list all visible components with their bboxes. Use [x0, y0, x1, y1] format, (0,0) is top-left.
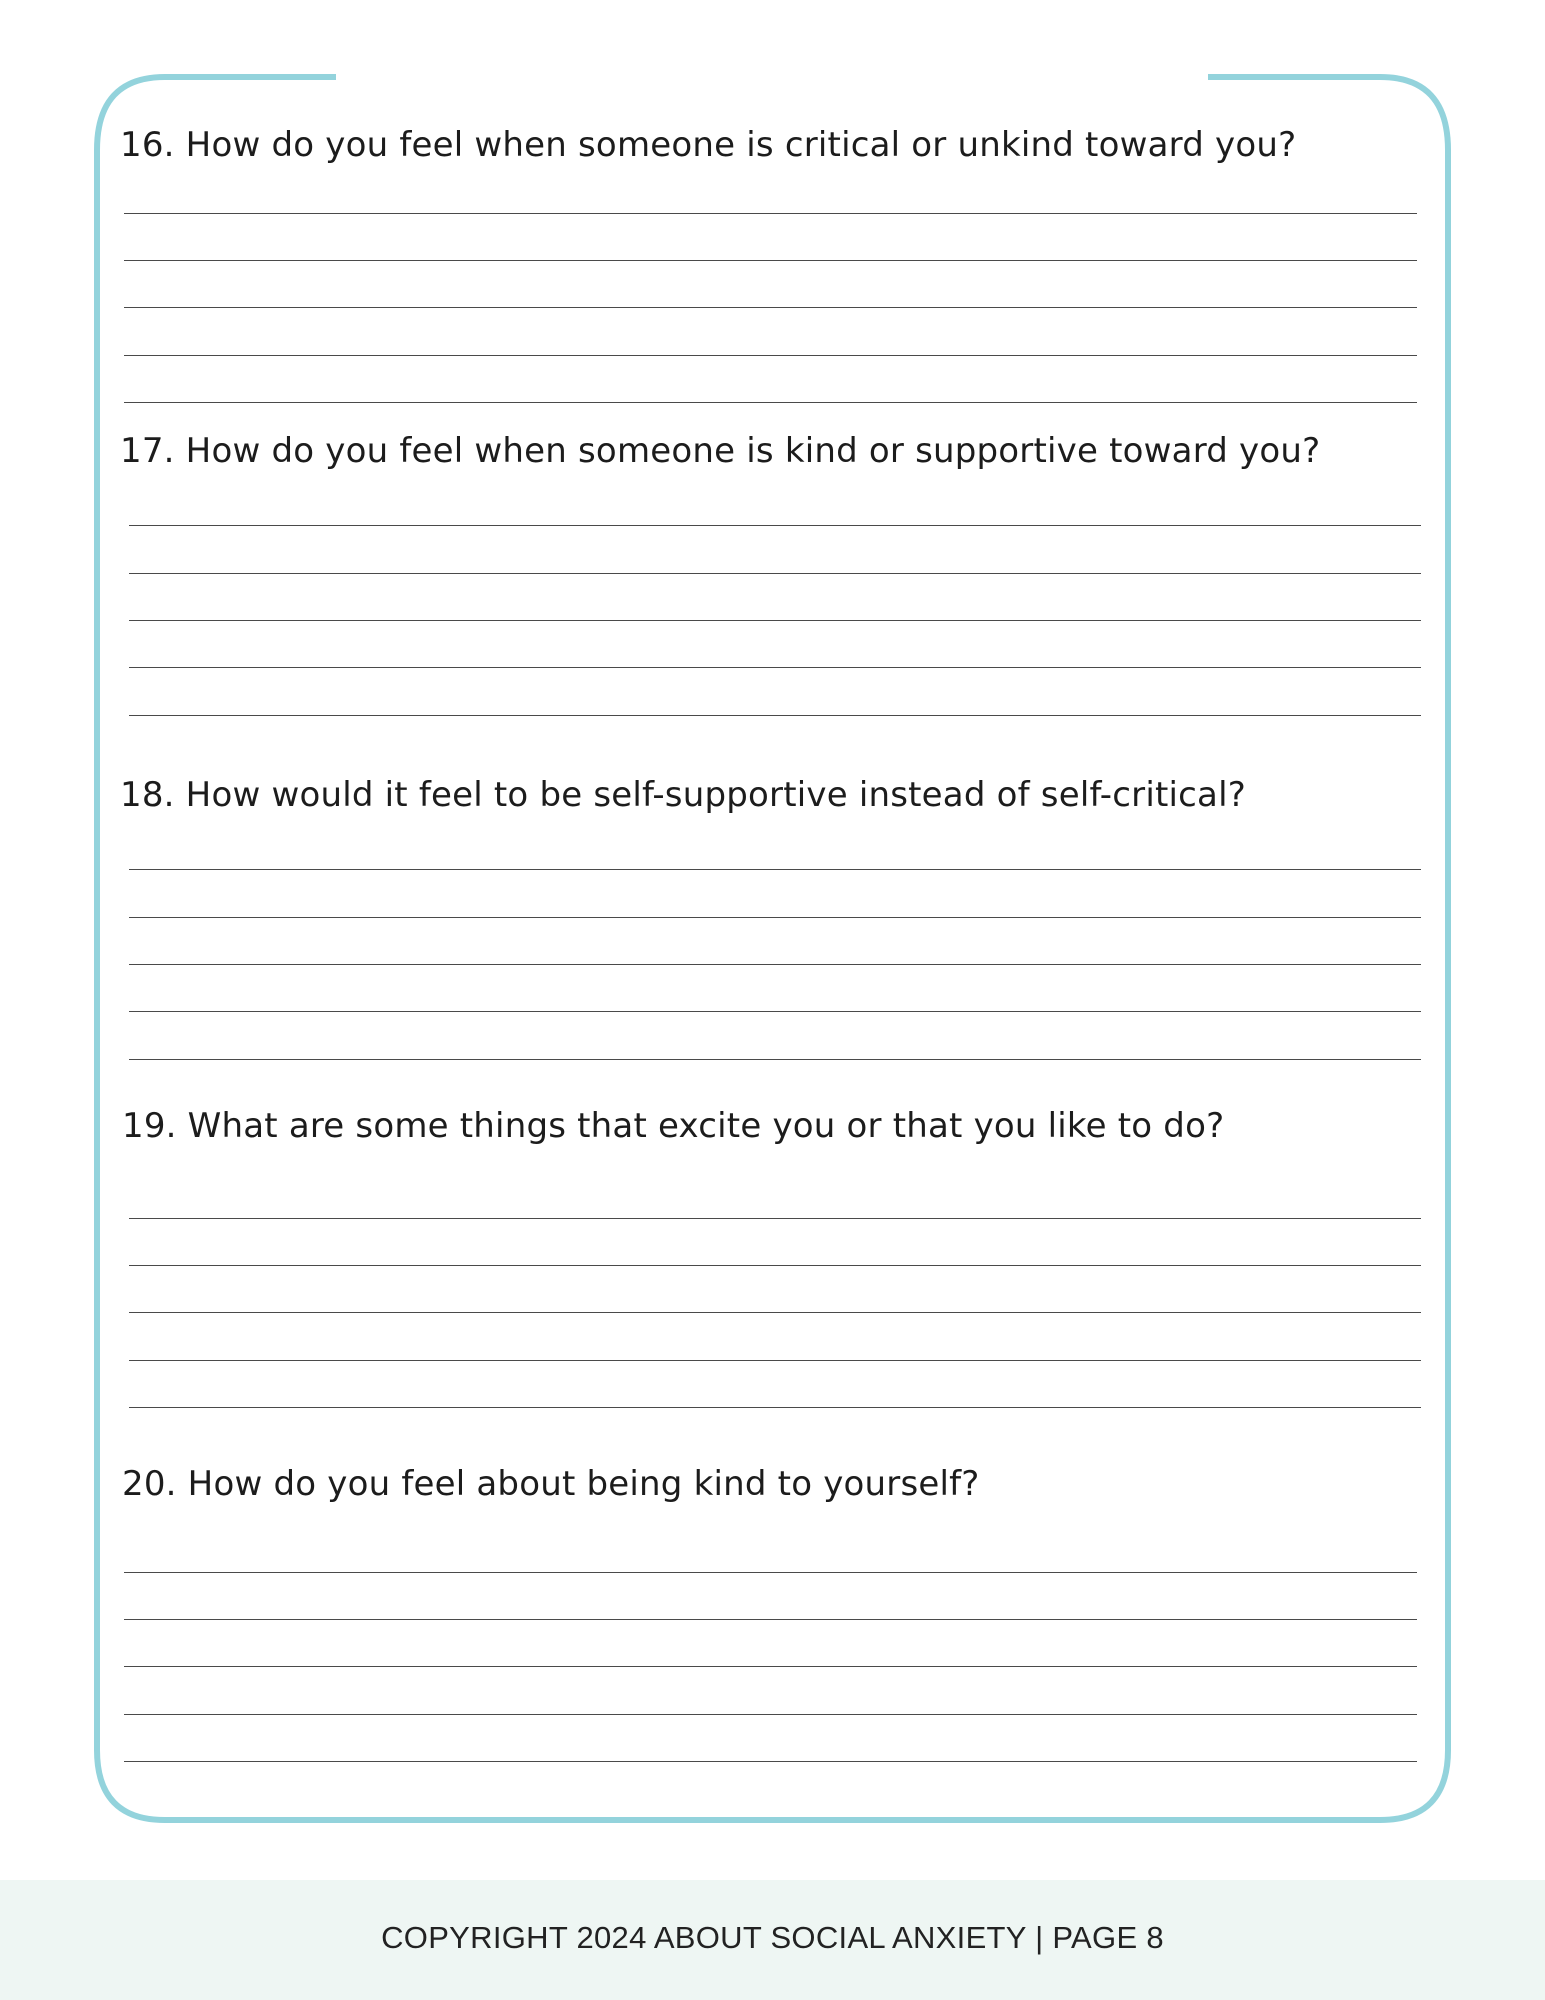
- answer-line[interactable]: [129, 715, 1421, 716]
- answer-line[interactable]: [129, 620, 1421, 621]
- answer-line[interactable]: [129, 964, 1421, 965]
- page-footer: [0, 1880, 1545, 2000]
- answer-line[interactable]: [124, 1761, 1417, 1762]
- answer-line[interactable]: [129, 1360, 1421, 1361]
- answer-line[interactable]: [124, 1666, 1417, 1667]
- answer-line[interactable]: [124, 1572, 1417, 1573]
- answer-line[interactable]: [124, 213, 1417, 214]
- answer-line[interactable]: [124, 307, 1417, 308]
- footer-copyright-text: COPYRIGHT 2024 ABOUT SOCIAL ANXIETY | PAGE 8: [381, 1920, 1164, 1955]
- answer-line[interactable]: [129, 525, 1421, 526]
- question-16-text: 16. How do you feel when someone is critical or unkind toward you?: [120, 125, 1297, 165]
- question-19-text: 19. What are some things that excite you or that you like to do?: [122, 1106, 1225, 1146]
- answer-line[interactable]: [129, 667, 1421, 668]
- question-20-text: 20. How do you feel about being kind to yourself?: [122, 1464, 980, 1504]
- question-17-text: 17. How do you feel when someone is kind or supportive toward you?: [120, 431, 1321, 471]
- answer-line[interactable]: [129, 917, 1421, 918]
- answer-line[interactable]: [124, 260, 1417, 261]
- frame-border: [97, 77, 1448, 1820]
- answer-line[interactable]: [124, 1714, 1417, 1715]
- answer-line[interactable]: [129, 1218, 1421, 1219]
- answer-line[interactable]: [129, 573, 1421, 574]
- answer-line[interactable]: [124, 402, 1417, 403]
- question-18-text: 18. How would it feel to be self-supportive instead of self-critical?: [120, 775, 1246, 815]
- answer-line[interactable]: [129, 1059, 1421, 1060]
- answer-line[interactable]: [129, 1407, 1421, 1408]
- answer-line[interactable]: [124, 1619, 1417, 1620]
- answer-line[interactable]: [129, 1011, 1421, 1012]
- answer-line[interactable]: [124, 355, 1417, 356]
- answer-line[interactable]: [129, 869, 1421, 870]
- answer-line[interactable]: [129, 1312, 1421, 1313]
- answer-line[interactable]: [129, 1265, 1421, 1266]
